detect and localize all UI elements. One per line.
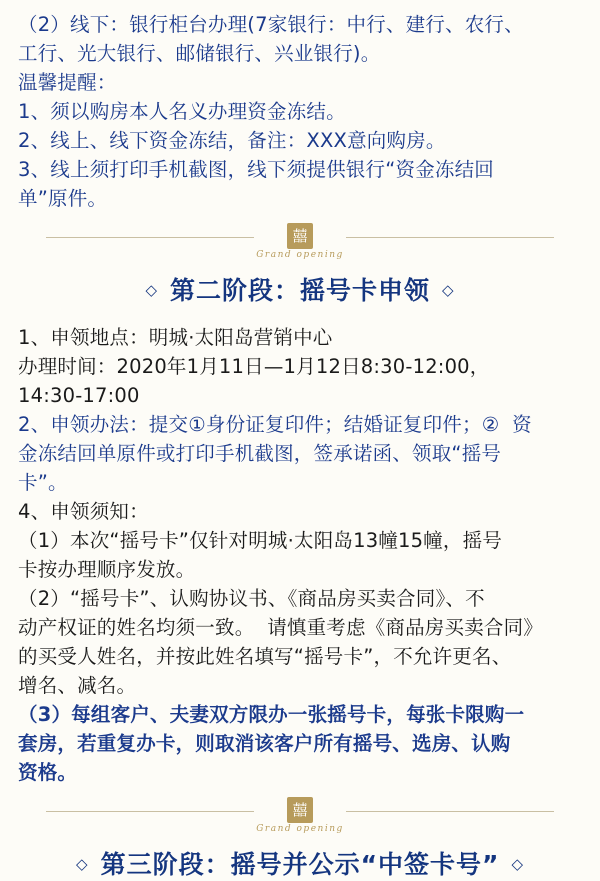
paragraph-line: 14:30-17:00 (18, 384, 140, 407)
paragraph-line: 的买受人姓名，并按此姓名填写“摇号卡”，不允许更名、 (18, 645, 512, 668)
paragraph-line: （3）每组客户、夫妻双方限办一张摇号卡，每张卡限购一 (18, 703, 525, 726)
stage3-heading (18, 845, 582, 881)
diamond-icon-right: ◇ (442, 281, 455, 299)
divider-subtitle: Grand opening (256, 250, 344, 260)
paragraph-line: 办理时间：2020年1月11日—1月12日8:30-12:00， (18, 355, 490, 378)
diamond-icon-left: ◇ (76, 855, 89, 873)
paragraph-line: 套房，若重复办卡，则取消该客户所有摇号、选房、认购 (18, 732, 511, 755)
paragraph-line: （2）线下：银行柜台办理(7家银行：中行、建行、农行、 (18, 13, 524, 36)
section-divider (18, 223, 582, 265)
paragraph-line: 3、线上须打印手机截图，线下须提供银行“资金冻结回 (18, 158, 495, 181)
divider-rule-right (346, 811, 554, 812)
paragraph-line: 工行、光大银行、邮储银行、兴业银行)。 (18, 42, 381, 65)
divider-subtitle: Grand opening (256, 824, 344, 834)
stage2-body (18, 323, 582, 787)
stage2-heading (18, 271, 582, 307)
paragraph-line: 1、申领地点：明城·太阳岛营销中心 (18, 326, 333, 349)
divider-rule-right (346, 237, 554, 238)
paragraph-line: 增名、减名。 (18, 674, 137, 697)
top-section (18, 10, 582, 213)
stage2-heading-text: 第二阶段：摇号卡申领 (169, 276, 430, 305)
paragraph-line: 动产权证的姓名均须一致。 请慎重考虑《商品房买卖合同》 (18, 616, 543, 639)
paragraph-line: 温馨提醒： (18, 71, 117, 94)
divider-rule-left (46, 811, 254, 812)
paragraph-line: 1、须以购房本人名义办理资金冻结。 (18, 100, 346, 123)
section-divider (18, 797, 582, 839)
paragraph-line: （2）“摇号卡”、认购协议书、《商品房买卖合同》、不 (18, 587, 485, 610)
diamond-icon-left: ◇ (145, 281, 158, 299)
stage3-heading-text: 第三阶段：摇号并公示“中签卡号” (100, 850, 500, 879)
paragraph-line: 2、申领办法：提交①身份证复印件；结婚证复印件；② 资 (18, 413, 532, 436)
divider-rule-left (46, 237, 254, 238)
paragraph-line: （1）本次“摇号卡”仅针对明城·太阳岛13幢15幢，摇号 (18, 529, 503, 552)
double-happiness-icon: 囍 (287, 797, 313, 823)
paragraph-line: 2、线上、线下资金冻结，备注：XXX意向购房。 (18, 129, 446, 152)
paragraph-line: 单”原件。 (18, 187, 108, 210)
paragraph-line: 资格。 (18, 761, 78, 784)
paragraph-line: 金冻结回单原件或打印手机截图，签承诺函、领取“摇号 (18, 442, 502, 465)
double-happiness-icon: 囍 (287, 223, 313, 249)
paragraph-line: 卡按办理顺序发放。 (18, 558, 196, 581)
diamond-icon-right: ◇ (511, 855, 524, 873)
paragraph-line: 卡”。 (18, 471, 68, 494)
paragraph-line: 4、申领须知： (18, 500, 149, 523)
